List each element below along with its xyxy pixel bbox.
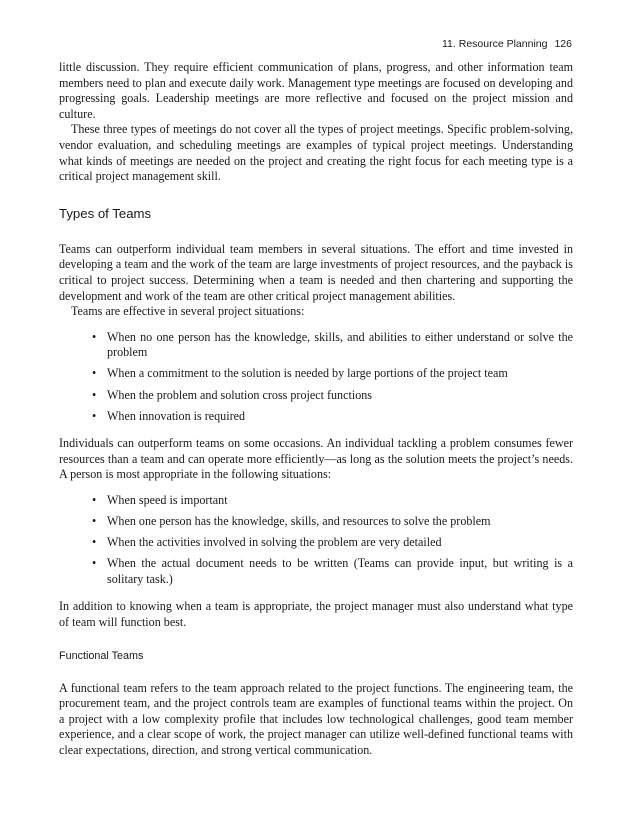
subsection-heading: Functional Teams [59,649,144,662]
list-item-text: When no one person has the knowledge, skills, and abilities to either understand or solve the problem [107,329,573,360]
chapter-title: 11. Resource Planning [442,38,548,50]
paragraph: These three types of meetings do not cover all the types of project meetings. Specific problem-solving, vendor evaluation, and scheduling meetings are examples of typical project meetings. Understanding what kinds of meetings are needed on the project and creating the right focus for each meeting type is a critical project management skill. [59,122,573,184]
list-item [59,409,573,425]
paragraph: Teams can outperform individual team members in several situations. The effort and time invested in developing a team and the work of the team are large investments of project resources, and the payback is critical to project success. Determining when a team is needed and then chartering and supporting the development and work of the team are other critical project management abilities. [59,241,573,303]
paragraph: Teams are effective in several project situations: [71,304,305,319]
bullet-icon: • [92,535,97,550]
list-item-text: When speed is important [107,492,228,507]
list-item-text: When the actual document needs to be written (Teams can provide input, but writing is a solitary task.) [107,556,573,586]
paragraph: In addition to knowing when a team is appropriate, the project manager must also understand what type of team will function best. [59,599,573,630]
page-number: 126 [554,38,572,50]
list-item [59,366,573,382]
bullet-icon: • [92,556,97,571]
bullet-icon: • [92,492,97,507]
list-item [59,493,573,509]
list-item-text: When innovation is required [107,408,246,423]
bullet-icon: • [92,514,97,529]
bullet-icon: • [92,366,97,381]
list-item-text: When a commitment to the solution is needed by large portions of the project team [107,366,508,381]
bullet-list [59,330,573,424]
paragraph: Individuals can outperform teams on some occasions. An individual tackling a problem consumes fewer resources than a team and can operate more efficiently—as long as the solution meets the project’s needs. A person is most appropriate in the following situations: [59,436,573,482]
list-item-text: When one person has the knowledge, skills, and resources to solve the problem [107,514,491,529]
paragraph: A functional team refers to the team approach related to the project functions. The engineering team, the procurement team, and the project controls team are examples of functional teams within the project. On a project with a low complexity profile that includes low technological challenges, good team member experience, and a clear scope of work, the project manager can utilize well-defined functional teams with clear expectations, direction, and strong vertical communication. [59,680,573,757]
list-item [59,514,573,530]
paragraph: little discussion. They require efficient communication of plans, progress, and other information team members need to plan and execute daily work. Management type meetings are focused on developing and progressing goals. Leadership meetings are more reflective and focused on the project mission and culture. [59,60,573,121]
list-item-text: When the problem and solution cross project functions [107,387,372,402]
list-item [59,388,573,404]
list-item [59,556,573,587]
list-item [59,330,573,361]
running-header [442,38,572,51]
section-heading: Types of Teams [59,205,152,221]
body-text [59,60,573,759]
list-item [59,535,573,551]
bullet-icon: • [92,387,97,402]
bullet-icon: • [92,329,97,344]
list-item-text: When the activities involved in solving the problem are very detailed [107,535,442,550]
bullet-list [59,493,573,587]
bullet-icon: • [92,408,97,423]
